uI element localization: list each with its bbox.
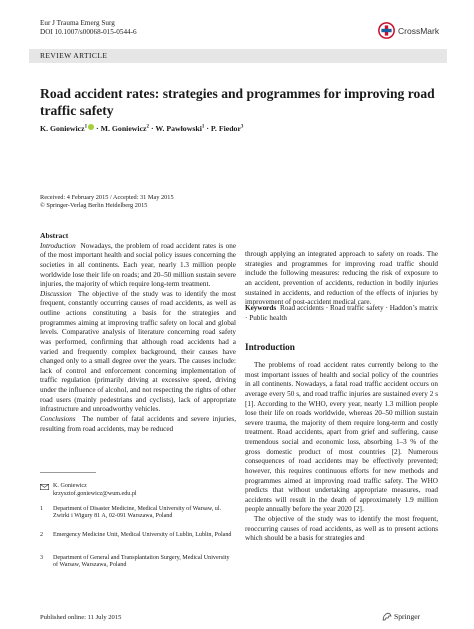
crossmark-label: CrossMark <box>398 25 440 36</box>
abstract-discussion-text: The objective of the study was to identify the most frequent, constantly occurring causes of road accidents, as well as outline actions constituting a basis for the strategies and programmes aiming at improving traffic safety on local and global levels. Comparative analysis of literature concerning road safety was performed, confirming that although road accidents had a varied and frequently complex background, their causes have changed only to a small degree over the years. The causes include: lack of control and enforcement concerning implementation of traffic regulation (primarily driving at excessive speed, driving under the influence of alcohol, and not respecting the rights of other road users (mainly pedestrians and cyclists), lack of appropriate infrastructure and unroadworthy vehicles. <box>40 289 236 414</box>
affiliation <box>40 555 236 571</box>
author-list: K. Goniewicz$^1$ · M. Goniewicz$^2$ · W. Pawłowski$^1$ · P. Fiedor$^3$ <box>40 124 244 133</box>
envelope-icon <box>40 484 49 490</box>
doi[interactable]: DOI 10.1007/s00068-015-0544-6 <box>40 28 137 36</box>
abstract-conclusions-label: Conclusions <box>40 414 76 423</box>
abstract <box>40 231 236 434</box>
author-affiliation-ref: 2 <box>146 124 150 130</box>
keywords <box>245 304 438 323</box>
crossmark-icon <box>378 22 395 39</box>
affiliation-number: 3 <box>40 555 44 561</box>
article-dates <box>40 194 174 210</box>
corresponding-email[interactable]: krzysztof.goniewicz@wum.edu.pl <box>53 491 137 497</box>
author-affiliation-ref: 1 <box>201 124 205 130</box>
abstract-continued <box>245 250 438 308</box>
abstract-introduction-text: Nowadays, the problem of road accident rates is one of the most important health and social policy issues concerning the societies in all continents. Each year, nearly 1.3 million people worldwide lose their life on roads; and 20–50 million sustain severe injuries, the majority of which require long-term treatment. <box>40 241 237 289</box>
affiliation-text: Department of General and Transplantation Surgery, Medical University of Warsaw, Warszawa, Poland <box>53 555 230 569</box>
author-name[interactable]: P. Fiedor <box>210 124 241 133</box>
abstract-discussion-label: Discussion <box>40 289 72 298</box>
affiliation <box>40 506 236 522</box>
keywords-label: Keywords <box>245 304 277 312</box>
article-type-banner <box>29 49 447 63</box>
affiliation-text: Emergency Medicine Unit, Medical University of Lublin, Lublin, Poland <box>53 532 232 538</box>
abstract-introduction <box>40 242 236 290</box>
affiliation-number: 1 <box>40 506 44 512</box>
affiliation-number: 2 <box>40 532 44 538</box>
abstract-conclusions <box>40 415 236 434</box>
abstract-conclusions-text: The number of fatal accidents and severe injuries, resulting from road accidents, may be reduced <box>40 414 236 433</box>
publisher-name: Springer <box>394 612 421 621</box>
introduction-body <box>245 361 438 544</box>
keywords-text: Road accidents · Road traffic safety · Haddon’s matrix · Public health <box>245 304 438 322</box>
author-affiliation-ref: 1 <box>84 124 88 130</box>
journal-header <box>40 19 137 37</box>
abstract-continued-text: through applying an integrated approach to safety on roads. The strategies and programmes for improving road traffic should include the following measures: reducing the risk of exposure to an accident, prevention of accidents, reduction in bodily injuries sustained in accidents, and reduction of the effects of injuries by improvement of post-accident medical care. <box>245 250 438 307</box>
introduction-paragraph: The problems of road accident rates currently belong to the most important issues of health and social policy of the countries in all continents. Nowadays, a fatal road traffic accident occurs on average every 50 s, and road traffic injuries are sustained every 2 s [1]. According to the WHO, every year, nearly 1.3 million people lose their life on roads worldwide, whereas 20–50 million sustain severe trauma, the majority of them require long-term and costly treatment. Road accidents, apart from grief and suffering, cause tremendous social and economic loss, absorbing 1–3 % of the gross domestic product of most countries [2]. Numerous consequences of road accidents may be effectively prevented; however, this requires continuous efforts for new methods and programmes aimed at improving road traffic safety. The WHO predicts that without undertaking appropriate measures, road accidents will result in the death of approximately 1.9 million people annually before the year 2020 [2]. <box>245 361 438 514</box>
journal-name: Eur J Trauma Emerg Surg <box>40 19 115 27</box>
article-type: REVIEW ARTICLE <box>40 51 108 60</box>
correspondence <box>40 483 236 498</box>
introduction-heading: Introduction <box>245 342 295 352</box>
author-name[interactable]: M. Goniewicz <box>100 124 147 133</box>
article-title: Road accident rates: strategies and programmes for improving road traffic safety <box>40 86 435 118</box>
springer-horse-icon <box>382 612 392 621</box>
copyright: © Springer-Verlag Berlin Heidelberg 2015 <box>40 202 148 209</box>
received-accepted: Received: 4 February 2015 / Accepted: 31 May 2015 <box>40 194 174 201</box>
author-name[interactable]: K. Goniewicz <box>40 124 85 133</box>
crossmark-badge[interactable] <box>378 22 439 39</box>
introduction-paragraph: The objective of the study was to identify the most frequent, reoccurring causes of road accidents, as well as to present actions which should be a basis for strategies and <box>245 515 438 543</box>
orcid-icon[interactable] <box>88 124 94 130</box>
author-affiliation-ref: 3 <box>240 124 244 130</box>
affiliation-text: Department of Disaster Medicine, Medical University of Warsaw, ul. Zwirki i Wigury 81 A, 02-091 Warszawa, Poland <box>53 506 222 520</box>
footnote-rule <box>40 472 96 473</box>
corresponding-author: K. Goniewicz <box>53 483 87 489</box>
abstract-heading: Abstract <box>40 231 69 240</box>
abstract-introduction-label: Introduction <box>40 241 76 250</box>
published-date: Published online: 11 July 2015 <box>40 614 122 621</box>
publisher-logo <box>382 612 420 621</box>
affiliation <box>40 532 236 548</box>
author-name[interactable]: W. Pawłowski <box>155 124 202 133</box>
abstract-discussion <box>40 290 236 415</box>
